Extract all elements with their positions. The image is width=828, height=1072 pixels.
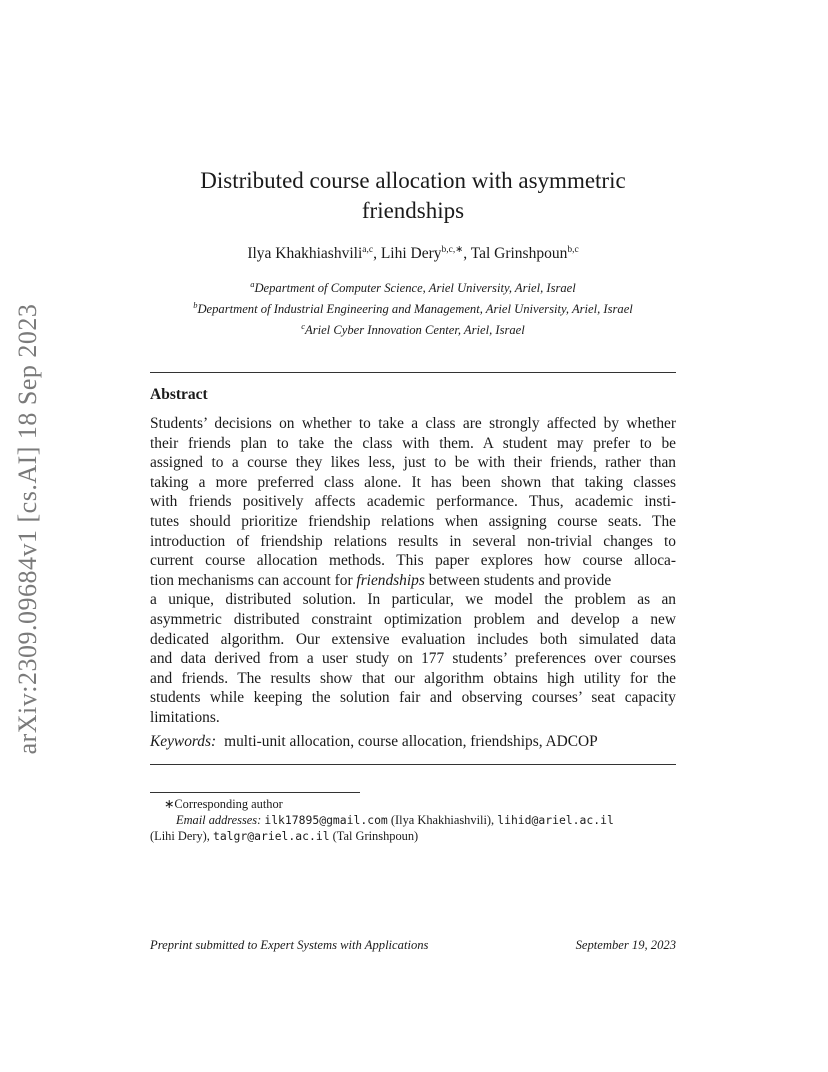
title-line-2: friendships (361, 198, 465, 223)
keywords-text: multi-unit allocation, course allocation, friendships, ADCOP (224, 733, 598, 750)
abstract-line: limitations. (150, 708, 220, 726)
email-link[interactable]: talgr@ariel.ac.il (212, 829, 330, 843)
abstract-line: and friends. The results show that our algorithm obtains high utility for the (150, 669, 676, 687)
corresponding-author-note: ∗Corresponding author (164, 797, 283, 811)
author-name: Ilya Khakhiashvili (247, 245, 363, 262)
author-marks: b,c (567, 245, 579, 255)
footnote-rule (150, 792, 360, 793)
affiliation-mark: a (250, 279, 255, 289)
arxiv-side-stamp: arXiv:2309.09684v1 [cs.AI] 18 Sep 2023 (13, 303, 42, 755)
page-footer (150, 938, 676, 953)
footer-date: September 19, 2023 (575, 938, 676, 952)
abstract-line: with friends positively affects academic performance. Thus, academic insti- (150, 493, 676, 511)
abstract-line: their friends plan to take the class with them. A student may prefer to be (150, 434, 676, 452)
email-owner: (Ilya Khakhiashvili), (387, 813, 498, 827)
abstract-line: taking a more preferred class alone. It has been shown that taking classes (150, 473, 676, 491)
email-link[interactable]: ilk17895@gmail.com (264, 813, 388, 827)
affiliations (140, 276, 686, 339)
abstract-line: students while keeping the solution fair and observing courses’ seat capacity (150, 689, 676, 707)
abstract-line-end: between students and provide (424, 571, 612, 589)
affiliation (140, 276, 686, 297)
abstract-line: Students’ decisions on whether to take a class are strongly affected by whether (150, 415, 676, 432)
affiliation (140, 318, 686, 339)
abstract-line: tutes should prioritize friendship relations when assigning course seats. The (150, 512, 676, 530)
email-owner: (Lihi Dery), (150, 829, 213, 843)
affiliation-mark: b (193, 300, 198, 310)
affiliation-text: Department of Computer Science, Ariel University, Ariel, Israel (254, 281, 576, 295)
abstract-line: and data derived from a user study on 177 students’ preferences over courses (150, 650, 676, 668)
abstract-line: asymmetric distributed constraint optimization problem and develop a new (150, 610, 676, 628)
author-marks: b,c,∗ (441, 245, 464, 255)
abstract-body (150, 414, 676, 728)
email-link[interactable]: lihid@ariel.ac.il (497, 813, 614, 827)
paper-title (150, 166, 676, 226)
affiliation-text: Ariel Cyber Innovation Center, Ariel, Israel (305, 323, 525, 337)
abstract-line-start: tion mechanisms can account for (150, 571, 357, 589)
affiliation (140, 297, 686, 318)
arxiv-side-stamp-wrap (0, 296, 56, 762)
author-name: Lihi Dery (380, 245, 442, 262)
abstract-top-rule (150, 372, 676, 373)
author-list: Ilya Khakhiashvili$^{a,c}$, Lihi Dery$^{b,c,∗}$, Tal Grinshpoun$^{b,c}$ (247, 245, 579, 262)
keywords-label: Keywords: (150, 733, 217, 750)
affiliation-mark: c (301, 321, 305, 331)
abstract-line: current course allocation methods. This paper explores how course alloca- (150, 552, 676, 570)
email-line (150, 828, 676, 844)
author-name: Tal Grinshpoun (470, 245, 568, 262)
affiliation-text: Department of Industrial Engineering and Management, Ariel University, Ariel, Israel (197, 302, 633, 316)
abstract-line: a unique, distributed solution. In particular, we model the problem as an (150, 591, 676, 609)
author-marks: a,c (362, 245, 374, 255)
footnote (150, 796, 676, 844)
abstract-emphasis: friendships (356, 571, 425, 589)
abstract-heading: Abstract (150, 386, 208, 403)
footer-preprint-note: Preprint submitted to Expert Systems with Applications (150, 938, 429, 952)
title-line-1: Distributed course allocation with asymmetric (200, 168, 626, 193)
abstract-line: introduction of friendship relations results in several non-trivial changes to (150, 532, 676, 550)
abstract-line (150, 571, 676, 591)
abstract-line: dedicated algorithm. Our extensive evaluation includes both simulated data (150, 630, 676, 648)
email-label: Email addresses: (176, 813, 262, 827)
abstract-bottom-rule (150, 764, 676, 765)
email-line (150, 812, 676, 828)
keywords (150, 733, 598, 751)
abstract-line: assigned to a course they likes less, just to be with their friends, rather than (150, 454, 676, 472)
email-owner: (Tal Grinshpoun) (329, 829, 419, 843)
